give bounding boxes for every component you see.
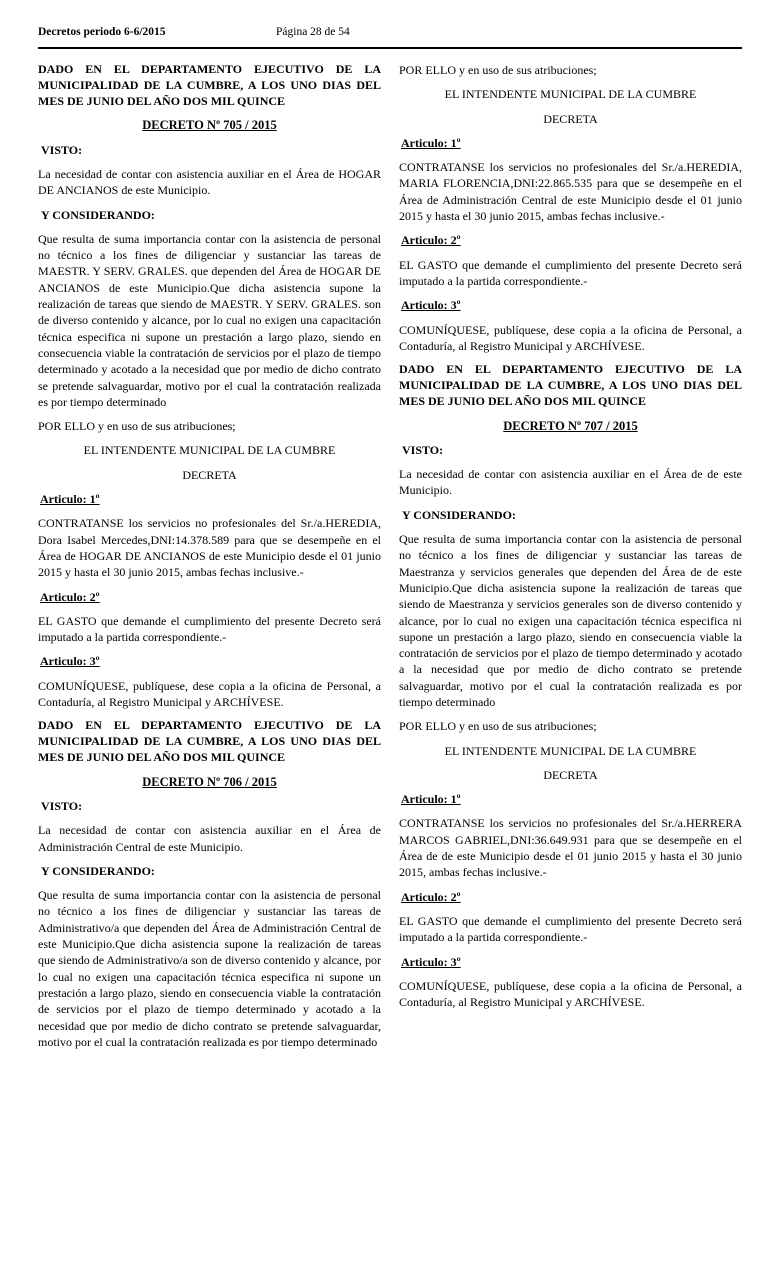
header-page-number: Página 28 de 54 [276,26,350,38]
article-heading: Articulo: 1º [401,792,461,807]
centered-line: DECRETA [543,111,598,126]
section-heading: Y CONSIDERANDO: [41,207,155,222]
paragraph: Que resulta de suma importancia contar con la asistencia de personal no técnico a los fines de diligenciar y sustanciar las tareas de MAESTR. Y SERV. GRALES. que dependen del Área de HOGAR DE ANCIANOS de este Municipio.Que dicha asistencia supone la realización de tareas que siendo de MAESTR. Y SERV. GRALES. son de diverso contenido y alcance, por lo cual no exigen una capacitación técnica especifica ni supone un prestación a largo plazo, siendo en consecuencia viable la contratación de servicios por el plazo de tiempo determinado y acotado a la necesidad que por medio de dicho contrato se pretende salvaguardar, motivo por el cual la contratación realizada es por tiempo determinado [38,231,381,409]
paragraph: EL GASTO que demande el cumplimiento del presente Decreto será imputado a la partida correspondiente.- [399,913,742,945]
paragraph: La necesidad de contar con asistencia auxiliar en el Área de Administración Central de este Municipio. [38,823,381,854]
article-heading: Articulo: 1º [401,135,461,150]
header-divider [38,47,742,49]
article-heading: Articulo: 3º [401,954,461,969]
paragraph: EL GASTO que demande el cumplimiento del presente Decreto será imputado a la partida correspondiente.- [399,257,742,288]
document-columns [38,60,742,1058]
paragraph: CONTRATANSE los servicios no profesionales del Sr./a.HERRERA MARCOS GABRIEL,DNI:36.649.931 para que se desempeñe en el Área de de este Municipio desde el 01 junio 2015 y hasta el 30 junio 2015, ambas fechas inclusive.- [399,816,742,880]
paragraph: EL GASTO que demande el cumplimiento del presente Decreto será imputado a la partida correspondiente.- [38,613,381,645]
issued-statement: DADO EN EL DEPARTAMENTO EJECUTIVO DE LA MUNICIPALIDAD DE LA CUMBRE, A LOS UNO DIAS DEL MES DE JUNIO DEL AÑO DOS MIL QUINCE [38,718,381,764]
article-heading: Articulo: 2º [401,889,461,904]
left-column [38,60,381,1058]
header-doc-title: Decretos periodo 6-6/2015 [38,26,166,38]
paragraph: CONTRATANSE los servicios no profesionales del Sr./a.HEREDIA, Dora Isabel Mercedes,DNI:14.378.589 para que se desempeñe en el Área de HOGAR DE ANCIANOS de este Municipio desde el 01 junio 2015 y hasta el 30 junio 2015, ambas fechas inclusive.- [38,516,381,580]
paragraph: La necesidad de contar con asistencia auxiliar en el Área de de este Municipio. [399,467,742,498]
article-heading: Articulo: 2º [401,233,461,248]
article-heading: Articulo: 3º [40,654,100,669]
article-heading: Articulo: 1º [40,492,100,507]
paragraph: COMUNÍQUESE, publíquese, dese copia a la oficina de Personal, a Contaduría, al Registro Municipal y ARCHÍVESE. [38,678,381,709]
section-heading: Y CONSIDERANDO: [41,863,155,878]
paragraph: COMUNÍQUESE, publíquese, dese copia a la oficina de Personal, a Contaduría, al Registro Municipal y ARCHÍVESE. [399,978,742,1010]
section-heading: Y CONSIDERANDO: [402,507,516,522]
centered-line: EL INTENDENTE MUNICIPAL DE LA CUMBRE [444,743,697,758]
paragraph: POR ELLO y en uso de sus atribuciones; [38,419,236,434]
article-heading: Articulo: 3º [401,298,461,313]
paragraph: CONTRATANSE los servicios no profesionales del Sr./a.HEREDIA, MARIA FLORENCIA,DNI:22.865.535 para que se desempeñe en el Área de Administración Central de este Municipio desde el 01 junio 2015 y hasta el 30 junio 2015, ambas fechas inclusive.- [399,160,742,224]
paragraph: Que resulta de suma importancia contar con la asistencia de personal no técnico a los fines de diligenciar y sustanciar las tareas de Maestranza y servicios generales que dependen del Área de de este Municipio.Que dicha asistencia supone la realización de tareas que siendo de Maestranza y servicios generales son de diverso contenido y alcance, por lo cual no exigen una capacitación técnica especifica ni supone un prestación a largo plazo, siendo en consecuencia viable la contratación de servicios por el plazo de tiempo determinado y acotado a la necesidad que por medio de dicho contrato se pretende salvaguardar, motivo por el cual la contratación realizada es por tiempo determinado [399,532,742,709]
centered-line: EL INTENDENTE MUNICIPAL DE LA CUMBRE [83,443,336,458]
centered-line: DECRETA [182,467,237,482]
article-heading: Articulo: 2º [40,589,100,604]
centered-line: DECRETA [543,767,598,782]
paragraph: POR ELLO y en uso de sus atribuciones; [399,63,597,77]
paragraph: Que resulta de suma importancia contar con la asistencia de personal no técnico a los fines de diligenciar y sustanciar las tareas de Administrativo/a que dependen del Área de Administración Central de este Municipio.Que dicha asistencia supone la realización de tareas que siendo de Administrativo/a son de diverso contenido y alcance, por lo cual no exigen una capacitación técnica especifica ni supone un prestación a largo plazo, siendo en consecuencia viable la contratación de servicios por el plazo de tiempo determinado y acotado a la necesidad que por medio de dicho contrato se pretende salvaguardar, motivo por el cual la contratación realizada es por tiempo determinado [38,888,381,1049]
issued-statement: DADO EN EL DEPARTAMENTO EJECUTIVO DE LA MUNICIPALIDAD DE LA CUMBRE, A LOS UNO DIAS DEL MES DE JUNIO DEL AÑO DOS MIL QUINCE [399,362,742,408]
page-header [38,26,742,42]
paragraph: La necesidad de contar con asistencia auxiliar en el Área de HOGAR DE ANCIANOS de este Municipio. [38,166,381,198]
section-heading: VISTO: [41,142,83,157]
decree-title: DECRETO Nº 705 / 2015 [142,118,277,133]
paragraph: POR ELLO y en uso de sus atribuciones; [399,719,597,734]
right-column [399,60,742,1058]
decree-title: DECRETO Nº 706 / 2015 [142,774,277,789]
decree-title: DECRETO Nº 707 / 2015 [503,418,638,433]
paragraph: COMUNÍQUESE, publíquese, dese copia a la oficina de Personal, a Contaduría, al Registro Municipal y ARCHÍVESE. [399,322,742,353]
issued-statement: DADO EN EL DEPARTAMENTO EJECUTIVO DE LA MUNICIPALIDAD DE LA CUMBRE, A LOS UNO DIAS DEL MES DE JUNIO DEL AÑO DOS MIL QUINCE [38,62,381,108]
section-heading: VISTO: [41,798,83,813]
centered-line: EL INTENDENTE MUNICIPAL DE LA CUMBRE [444,87,697,102]
section-heading: VISTO: [402,442,444,457]
